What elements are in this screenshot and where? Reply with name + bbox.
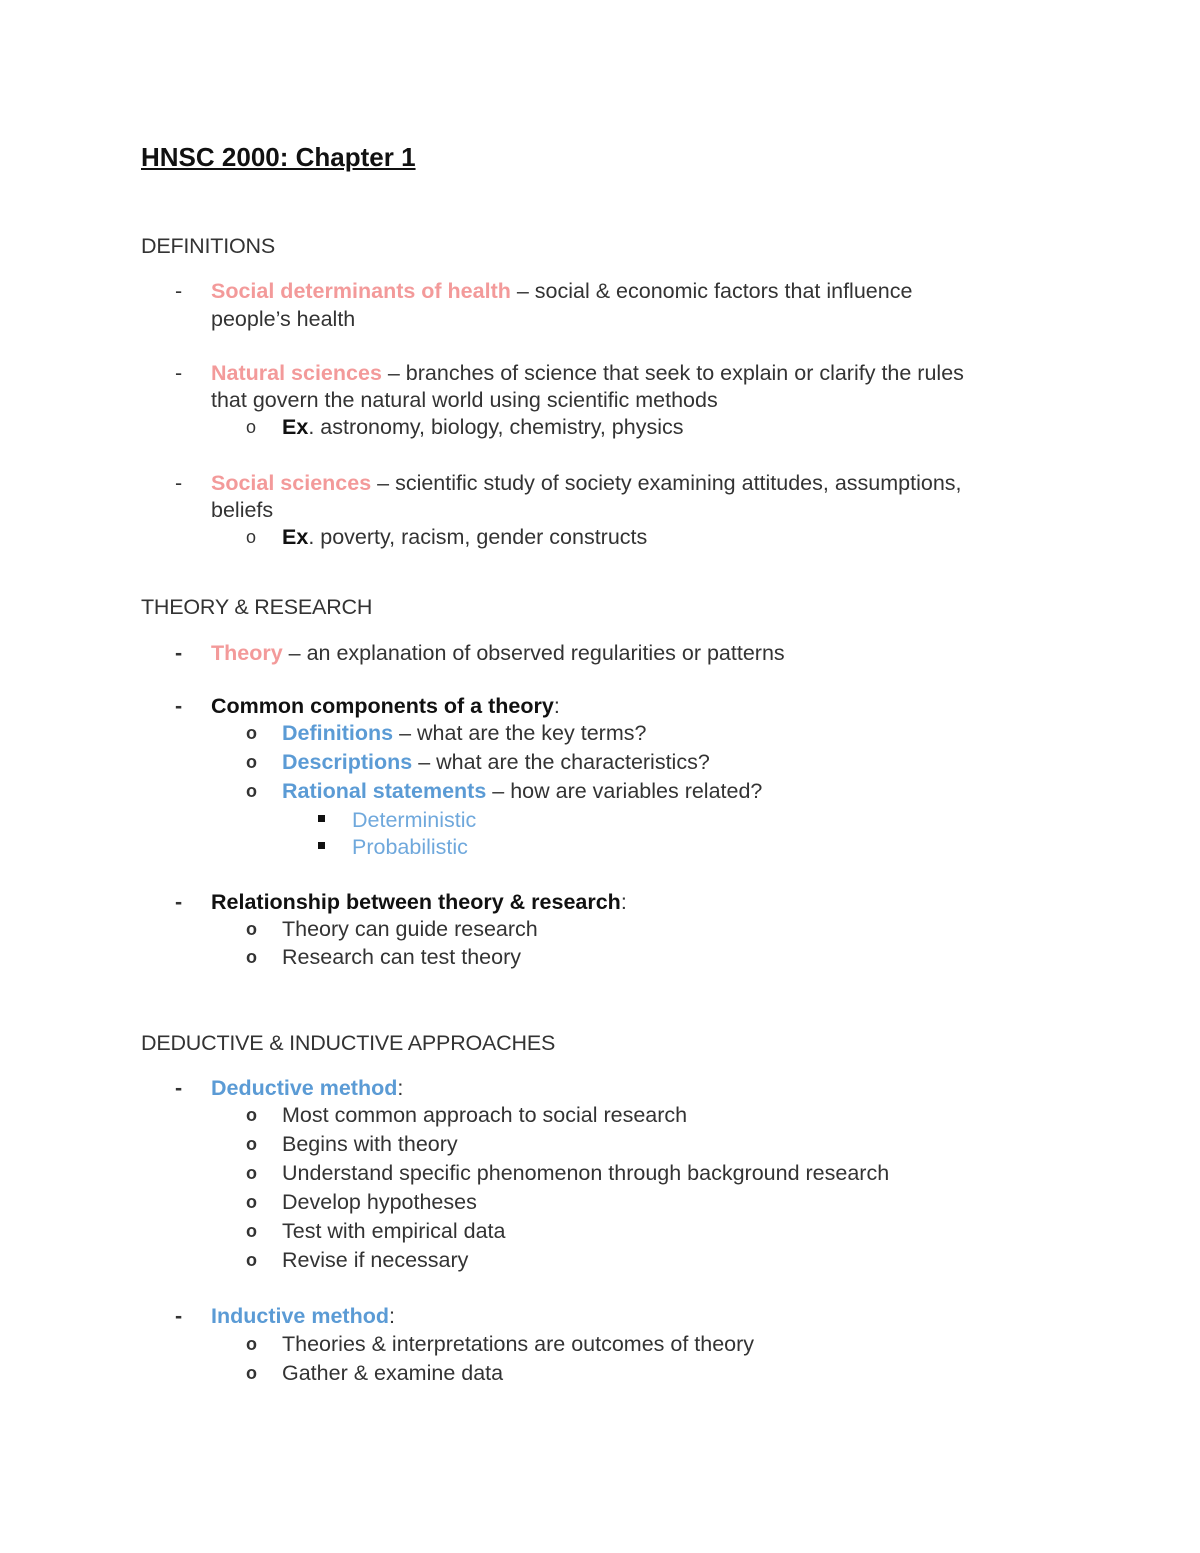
list-item: Test with empirical data [282, 1219, 506, 1243]
section-heading-theory-research: THEORY & RESEARCH [141, 595, 373, 619]
term-social-determinants: Social determinants of health [211, 279, 511, 303]
bullet-circle: o [246, 1334, 257, 1354]
bullet-dash: - [175, 361, 183, 385]
example-label: Ex [282, 525, 309, 549]
components-heading [211, 692, 560, 720]
example-text: . astronomy, biology, chemistry, physics [308, 415, 684, 439]
bullet-dash: - [175, 890, 183, 914]
list-item: Understand specific phenomenon through background research [282, 1161, 890, 1185]
definition-continuation: beliefs [211, 498, 274, 522]
components-label: Common components of a theory [211, 694, 554, 718]
definition-theory [211, 639, 785, 667]
bullet-circle: o [246, 527, 257, 547]
bullet-dash: - [175, 1304, 183, 1328]
subitem-probabilistic: Probabilistic [352, 835, 468, 859]
bullet-circle: o [246, 947, 257, 967]
definition-continuation: people’s health [211, 307, 356, 331]
bullet-circle: o [246, 1163, 257, 1183]
bullet-circle: o [246, 1134, 257, 1154]
relationship-label: Relationship between theory & research [211, 890, 621, 914]
deductive-heading [211, 1074, 403, 1102]
colon: : [620, 890, 627, 914]
example-label: Ex [282, 415, 309, 439]
term-inductive-method: Inductive method [211, 1304, 389, 1328]
bullet-circle: o [246, 1250, 257, 1270]
term-deductive-method: Deductive method [211, 1076, 398, 1100]
colon: : [388, 1304, 395, 1328]
bullet-circle: o [246, 752, 257, 772]
bullet-dash: - [175, 1076, 183, 1100]
list-item: Theory can guide research [282, 917, 538, 941]
term-social-sciences: Social sciences [211, 471, 372, 495]
bullet-dash: - [175, 641, 183, 665]
list-item: Begins with theory [282, 1132, 458, 1156]
section-heading-approaches: DEDUCTIVE & INDUCTIVE APPROACHES [141, 1031, 556, 1055]
bullet-dash: - [175, 279, 183, 303]
colon: : [397, 1076, 404, 1100]
list-item: Develop hypotheses [282, 1190, 477, 1214]
definition-text: – an explanation of observed regularities or patterns [282, 641, 785, 665]
term-natural-sciences: Natural sciences [211, 361, 382, 385]
bullet-circle: o [246, 1221, 257, 1241]
component-definitions [282, 719, 646, 747]
definition-natural-sciences [211, 359, 964, 387]
document-title: HNSC 2000: Chapter 1 [141, 142, 416, 172]
bullet-circle: o [246, 723, 257, 743]
square-bullet [318, 815, 325, 822]
bullet-dash: - [175, 471, 183, 495]
relationship-heading [211, 888, 627, 916]
square-bullet [318, 842, 325, 849]
list-item: Research can test theory [282, 945, 522, 969]
list-item: Most common approach to social research [282, 1103, 688, 1127]
component-text: – what are the key terms? [393, 721, 647, 745]
component-text: – what are the characteristics? [412, 750, 710, 774]
term-theory: Theory [211, 641, 283, 665]
bullet-circle: o [246, 417, 257, 437]
example-social-sciences [282, 523, 647, 551]
subitem-deterministic: Deterministic [352, 808, 477, 832]
definition-social-sciences [211, 469, 962, 497]
definition-continuation: that govern the natural world using scientific methods [211, 388, 718, 412]
term-descriptions: Descriptions [282, 750, 413, 774]
term-definitions: Definitions [282, 721, 394, 745]
bullet-circle: o [246, 919, 257, 939]
component-rational-statements [282, 777, 762, 805]
bullet-circle: o [246, 1105, 257, 1125]
definition-text: – scientific study of society examining attitudes, assumptions, [371, 471, 962, 495]
component-text: – how are variables related? [486, 779, 763, 803]
list-item: Theories & interpretations are outcomes of theory [282, 1332, 755, 1356]
term-rational-statements: Rational statements [282, 779, 487, 803]
definition-sdoh [211, 277, 912, 305]
colon: : [553, 694, 560, 718]
definition-text: – branches of science that seek to explain or clarify the rules [381, 361, 964, 385]
definition-text: – social & economic factors that influence [510, 279, 913, 303]
example-text: . poverty, racism, gender constructs [308, 525, 648, 549]
bullet-circle: o [246, 1363, 257, 1383]
bullet-circle: o [246, 781, 257, 801]
example-natural-sciences [282, 413, 684, 441]
bullet-circle: o [246, 1192, 257, 1212]
component-descriptions [282, 748, 710, 776]
list-item: Revise if necessary [282, 1248, 469, 1272]
section-heading-definitions: DEFINITIONS [141, 234, 275, 258]
list-item: Gather & examine data [282, 1361, 504, 1385]
bullet-dash: - [175, 694, 183, 718]
inductive-heading [211, 1302, 395, 1330]
